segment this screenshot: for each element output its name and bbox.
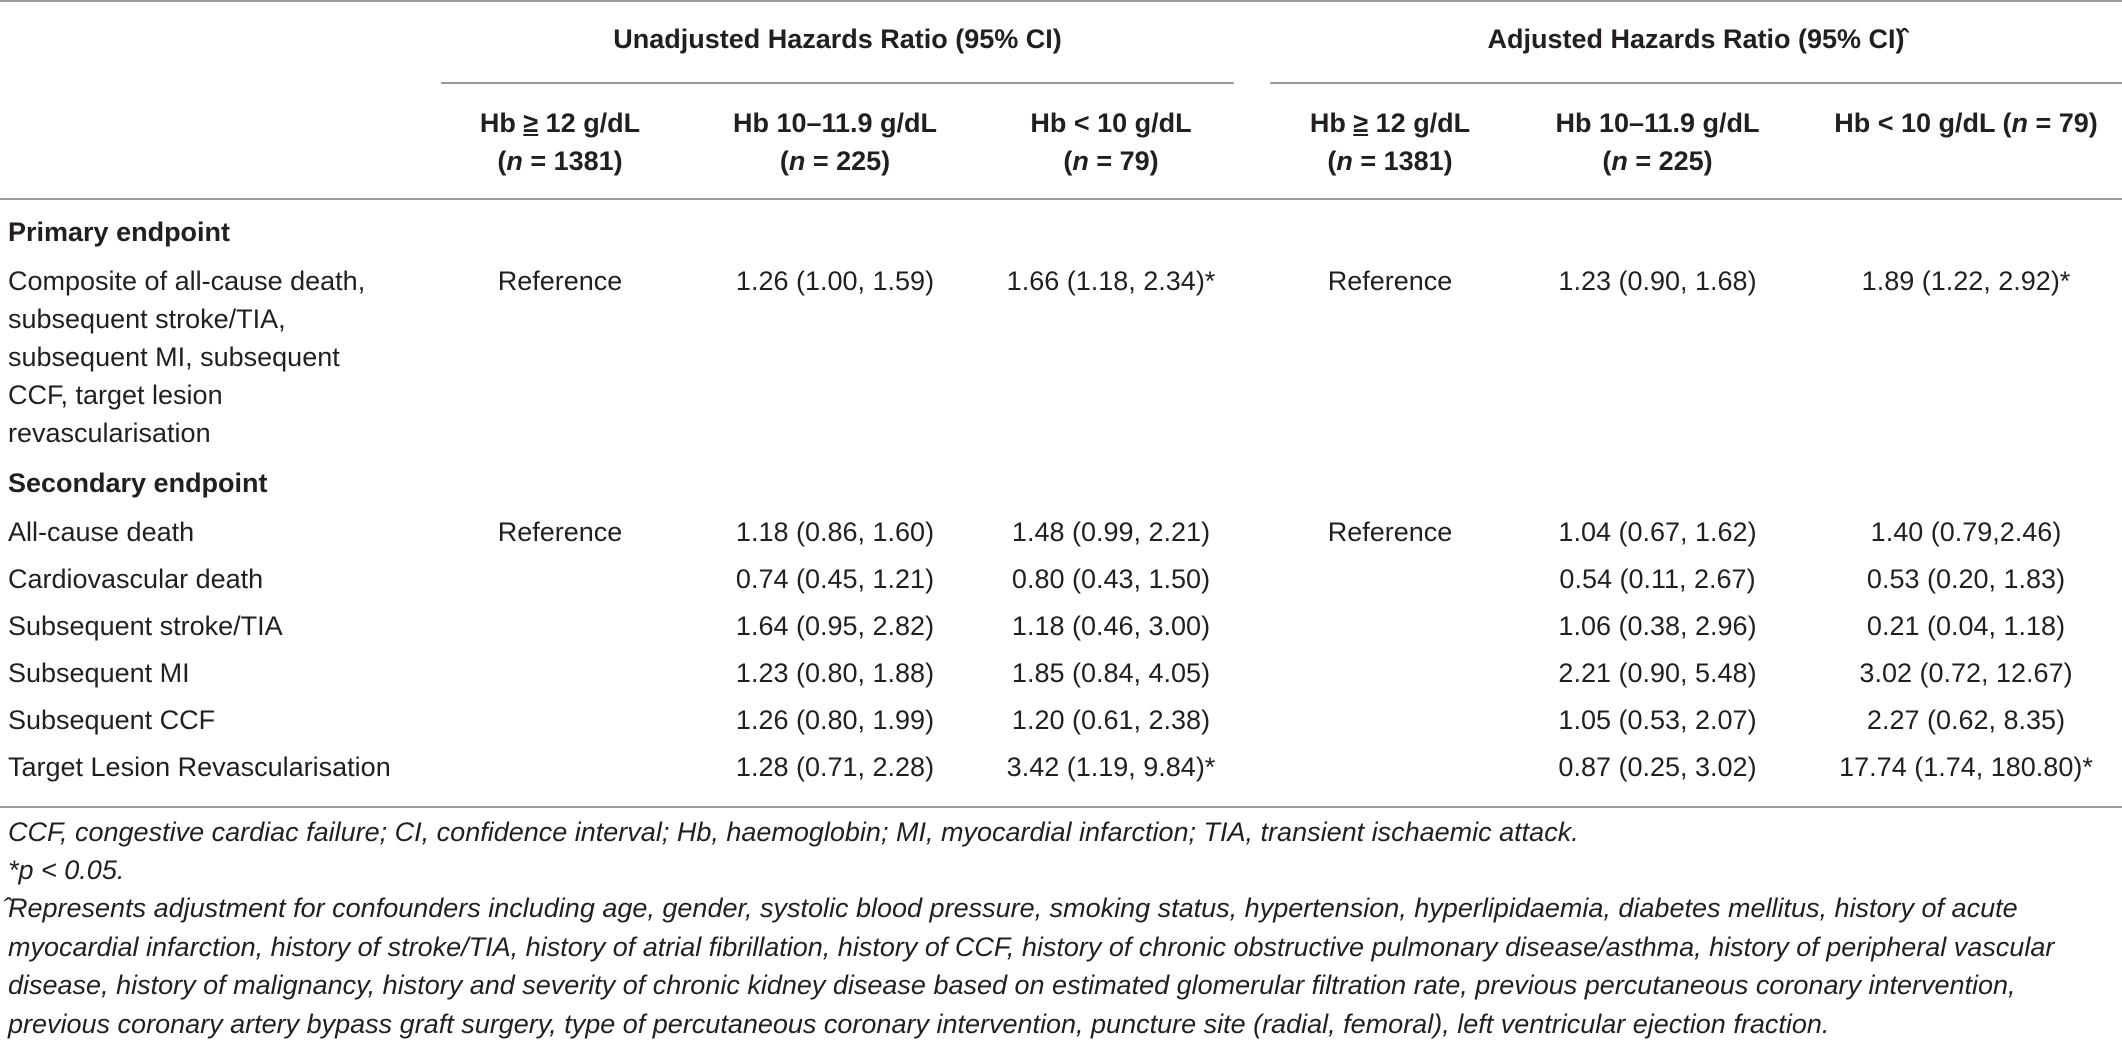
table-cell: 1.66 (1.18, 2.34)* xyxy=(1006,266,1216,296)
footnote-adjustment: ̂Represents adjustment for confounders including age, gender, systolic blood pressure, smoking status, hypertension, hyperlipidaemia, diabetes mellitus, history of acute myocardial infarction, history of stroke/TIA, history of atrial fibrillation, history of CCF, history of chronic obstructive pulmonary disease/asthma, history of peripheral vascular disease, history of malignancy, history and severity of chronic kidney disease based on estimated glomerular filtration rate, previous percutaneous coronary intervention, previous coronary artery bypass graft surgery, type of percutaneous coronary intervention, puncture site (radial, femoral), left ventricular ejection fraction. xyxy=(8,893,2055,1039)
table-cell: 1.23 (0.80, 1.88) xyxy=(735,658,935,688)
unadjusted-group-header: Unadjusted Hazards Ratio (95% CI) xyxy=(613,24,1062,54)
top-rule xyxy=(0,0,2122,2)
adjusted-group-rule xyxy=(1270,82,2122,84)
col-header-adj-hb-12: Hb ≥ 12 g/dL (n = 1381) xyxy=(1309,108,1471,176)
table-cell: 1.85 (0.84, 4.05) xyxy=(1011,658,1211,688)
row-label-cardiovascular-death: Cardiovascular death xyxy=(8,564,264,594)
table-cell: Reference xyxy=(497,266,623,296)
table-cell: 1.28 (0.71, 2.28) xyxy=(735,752,935,782)
table-cell: 0.80 (0.43, 1.50) xyxy=(1011,564,1211,594)
table-cell: 1.06 (0.38, 2.96) xyxy=(1558,611,1757,641)
section-label-primary: Primary endpoint xyxy=(8,217,231,247)
table-cell: 1.18 (0.46, 3.00) xyxy=(1011,611,1211,641)
table-cell: 3.42 (1.19, 9.84)* xyxy=(1006,752,1216,782)
table-cell: 1.26 (1.00, 1.59) xyxy=(735,266,935,296)
row-label-subsequent-stroke-tia: Subsequent stroke/TIA xyxy=(8,611,283,641)
table-cell: 3.02 (0.72, 12.67) xyxy=(1859,658,2073,688)
table-cell: 1.89 (1.22, 2.92)* xyxy=(1861,266,2071,296)
table-cell: Reference xyxy=(1327,266,1453,296)
table-cell: 1.48 (0.99, 2.21) xyxy=(1011,517,1211,547)
table-cell: 0.21 (0.04, 1.18) xyxy=(1866,611,2066,641)
table-cell: 2.21 (0.90, 5.48) xyxy=(1558,658,1757,688)
table-cell: 0.54 (0.11, 2.67) xyxy=(1559,564,1756,594)
table-cell: 0.53 (0.20, 1.83) xyxy=(1866,564,2066,594)
col-header-adj-hb-lt-10: Hb < 10 g/dL (n = 79) xyxy=(1834,108,2098,138)
table-cell: 1.04 (0.67, 1.62) xyxy=(1558,517,1757,547)
table-cell: 1.64 (0.95, 2.82) xyxy=(735,611,935,641)
row-label-subsequent-mi: Subsequent MI xyxy=(8,658,190,688)
table-cell: 1.40 (0.79,2.46) xyxy=(1870,517,2062,547)
section-label-secondary: Secondary endpoint xyxy=(8,468,268,498)
row-label-all-cause-death: All-cause death xyxy=(8,517,195,547)
table-cell: 1.05 (0.53, 2.07) xyxy=(1558,705,1757,735)
col-header-unadj-hb-10-11: Hb 10–11.9 g/dL (n = 225) xyxy=(732,108,938,176)
row-label-composite: Composite of all-cause death, subsequent stroke/TIA, subsequent MI, subsequent CCF, target lesion revascularisation xyxy=(8,266,366,448)
table-cell: 0.87 (0.25, 3.02) xyxy=(1558,752,1757,782)
footnote-significance: *p < 0.05. xyxy=(8,855,125,885)
table-cell: 1.26 (0.80, 1.99) xyxy=(735,705,935,735)
table-cell: 17.74 (1.74, 180.80)* xyxy=(1839,752,2093,782)
footnote-abbreviations: CCF, congestive cardiac failure; CI, confidence interval; Hb, haemoglobin; MI, myocardial infarction; TIA, transient ischaemic attack. xyxy=(8,817,1579,847)
col-header-unadj-hb-lt-10: Hb < 10 g/dL (n = 79) xyxy=(1030,108,1192,176)
table-cell: Reference xyxy=(1327,517,1453,547)
row-label-subsequent-ccf: Subsequent CCF xyxy=(8,705,216,735)
unadjusted-group-rule xyxy=(441,82,1234,84)
table-cell: 1.20 (0.61, 2.38) xyxy=(1011,705,1211,735)
table-bottom-rule xyxy=(0,806,2122,808)
table-cell: Reference xyxy=(497,517,623,547)
header-bottom-rule xyxy=(0,198,2122,200)
adjusted-group-header: Adjusted Hazards Ratio (95% CI)̂ xyxy=(1487,24,1905,54)
table-cell: 1.23 (0.90, 1.68) xyxy=(1558,266,1757,296)
table-cell: 1.18 (0.86, 1.60) xyxy=(735,517,935,547)
col-header-adj-hb-10-11: Hb 10–11.9 g/dL (n = 225) xyxy=(1555,108,1760,176)
col-header-unadj-hb-12: Hb ≥ 12 g/dL (n = 1381) xyxy=(479,108,641,176)
table-cell: 0.74 (0.45, 1.21) xyxy=(735,564,935,594)
table-cell: 2.27 (0.62, 8.35) xyxy=(1866,705,2066,735)
row-label-target-lesion-revascularisation: Target Lesion Revascularisation xyxy=(8,752,391,782)
